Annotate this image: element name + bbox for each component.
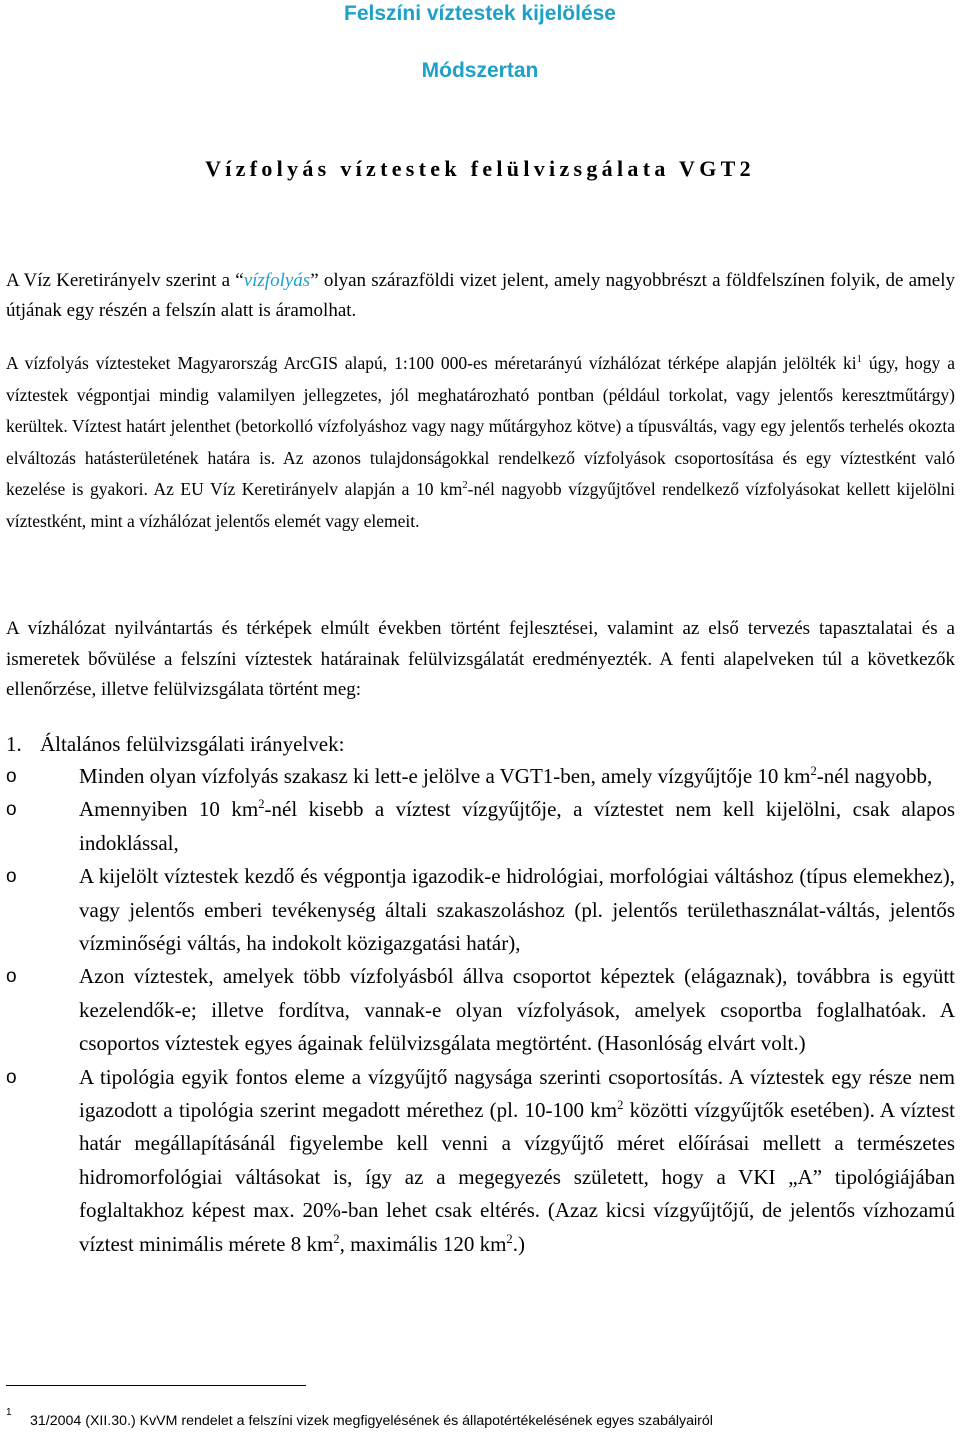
- list-item: [6, 960, 955, 1060]
- superscript: 2: [617, 1097, 624, 1112]
- footnote-mark: 1: [6, 1407, 12, 1418]
- list-item: [6, 793, 955, 860]
- guideline-list: [6, 760, 955, 1261]
- footnote: [6, 1407, 713, 1429]
- superscript: 2: [333, 1231, 340, 1246]
- text-run: -nél nagyobb vízgyűjtővel rendelkező vízfolyásokat kellett kijelölni víztestként, mint a vízhálózat jelentős elemét vagy elemeit.: [6, 479, 955, 531]
- footnote-separator: [6, 1385, 306, 1386]
- text-run: A Víz Keretirányelv szerint a “: [6, 270, 244, 291]
- document-subtitle: Módszertan: [421, 59, 539, 82]
- superscript: 2: [810, 763, 817, 778]
- term-vizfolyas: vízfolyás: [243, 270, 311, 291]
- text-run: úgy, hogy a víztestek végpontjai mindig valamilyen jellegzetes, jól meghatározható pontban (például torkolat, vagy jelentős keresztműtárgy) kerültek. Víztest határt jelenthet (betorkolló vízfolyáshoz vagy nagy műtárgyhoz kötve) a típusváltás, vagy egy jelentős terhelés okozta elváltozás hatásterületének határa is. Az azonos tulajdonságokkal rendelkező vízfolyások csoportosítása és egy víztestként való kezelése is gyakori. Az EU Víz Keretirányelv alapján a 10 km: [6, 353, 955, 499]
- bullet-icon: o: [6, 866, 17, 888]
- footnote-text: 31/2004 (XII.30.) KvVM rendelet a felszíni vizek megfigyelésének és állapotértékelésének egyes szabályairól: [30, 1413, 713, 1429]
- superscript: 2: [462, 480, 468, 492]
- list-item: [6, 1061, 955, 1261]
- document-title: Felszíni víztestek kijelölése: [344, 2, 616, 25]
- text-run: ” olyan szárazföldi vizet jelent, amely nagyobbrészt a földfelszínen folyik, de amely útjának egy részén a felszín alatt is áramolhat.: [6, 270, 955, 321]
- text-run: Minden olyan vízfolyás szakasz ki lett-e jelölve a VGT1-ben, amely vízgyűjtője 10 km: [79, 764, 811, 788]
- paragraph-definition: [6, 266, 955, 326]
- text-run: A kijelölt víztestek kezdő és végpontja igazodik-e hidrológiai, morfológiai váltáshoz (típus elemekhez), vagy jelentős emberi tevékenység általi szakaszoláshoz (pl. jelentős területhasználat-váltás, jelentős vízminőségi váltás, ha indokolt közigazgatási határ),: [79, 864, 955, 956]
- section-heading: Vízfolyás víztestek felülvizsgálata VGT2: [205, 156, 755, 181]
- superscript: 2: [258, 797, 265, 812]
- text-run: -nél kisebb a víztest vízgyűjtője, a víztestet nem kell kijelölni, csak alapos indoklással,: [79, 797, 955, 855]
- paragraph-designation: [6, 348, 955, 537]
- bullet-icon: o: [6, 799, 17, 821]
- text-run: A tipológia egyik fontos eleme a vízgyűjtő nagysága szerinti csoportosítás. A víztestek egy része nem igazodott a tipológia szerint megadott mérethez (pl. 10-100 km: [79, 1064, 955, 1123]
- list-item: [6, 760, 955, 793]
- text-run: .): [512, 1231, 525, 1256]
- text-run: Amennyiben 10 km: [79, 797, 259, 822]
- list-item: [6, 860, 955, 960]
- text-run: , maximális 120 km: [339, 1231, 507, 1256]
- text-run: közötti vízgyűjtők esetében). A víztest határ megállapításánál figyelembe kell venni a vízgyűjtő méret előírásai mellett a természetes hidromorfológiai váltásokat is, így az a megegyezés született, hogy a VKI „A” tipológiájában foglaltakhoz képest max. 20%-ban lehet csak eltérés. (Azaz kicsi vízgyűjtőjű, de jelentős vízhozamú víztest minimális mérete 8 km: [79, 1098, 955, 1256]
- paragraph-review: A vízhálózat nyilvántartás és térképek elmúlt években történt fejlesztései, valamint az első tervezés tapasztalatai és a ismeretek bővülése a felszíni víztestek határainak felülvizsgálatát eredményezték. A fenti alapelveken túl a következők ellenőrzése, illetve felülvizsgálata történt meg:: [6, 618, 955, 700]
- footnote-reference[interactable]: 1: [856, 354, 862, 366]
- bullet-icon: o: [6, 1066, 17, 1088]
- bullet-icon: o: [6, 766, 17, 787]
- list-heading: [6, 728, 344, 760]
- bullet-icon: o: [6, 966, 17, 988]
- text-run: -nél nagyobb,: [816, 764, 933, 788]
- list-number: 1.: [6, 732, 22, 756]
- text-run: A vízfolyás víztesteket Magyarország ArcGIS alapú, 1:100 000-es méretarányú vízhálózat térképe alapján jelölték ki: [6, 353, 857, 373]
- text-run: Azon víztestek, amelyek több vízfolyásból állva csoportot képeztek (elágaznak), továbbra is együtt kezelendők-e; illetve fordítva, vannak-e olyan vízfolyások, amelyek csoportba foglalhatóak. A csoportos víztestek egyes ágainak felülvizsgálata megtörtént. (Hasonlóság elvárt volt.): [79, 964, 955, 1056]
- superscript: 2: [506, 1231, 513, 1246]
- list-heading-text: Általános felülvizsgálati irányelvek:: [40, 732, 345, 756]
